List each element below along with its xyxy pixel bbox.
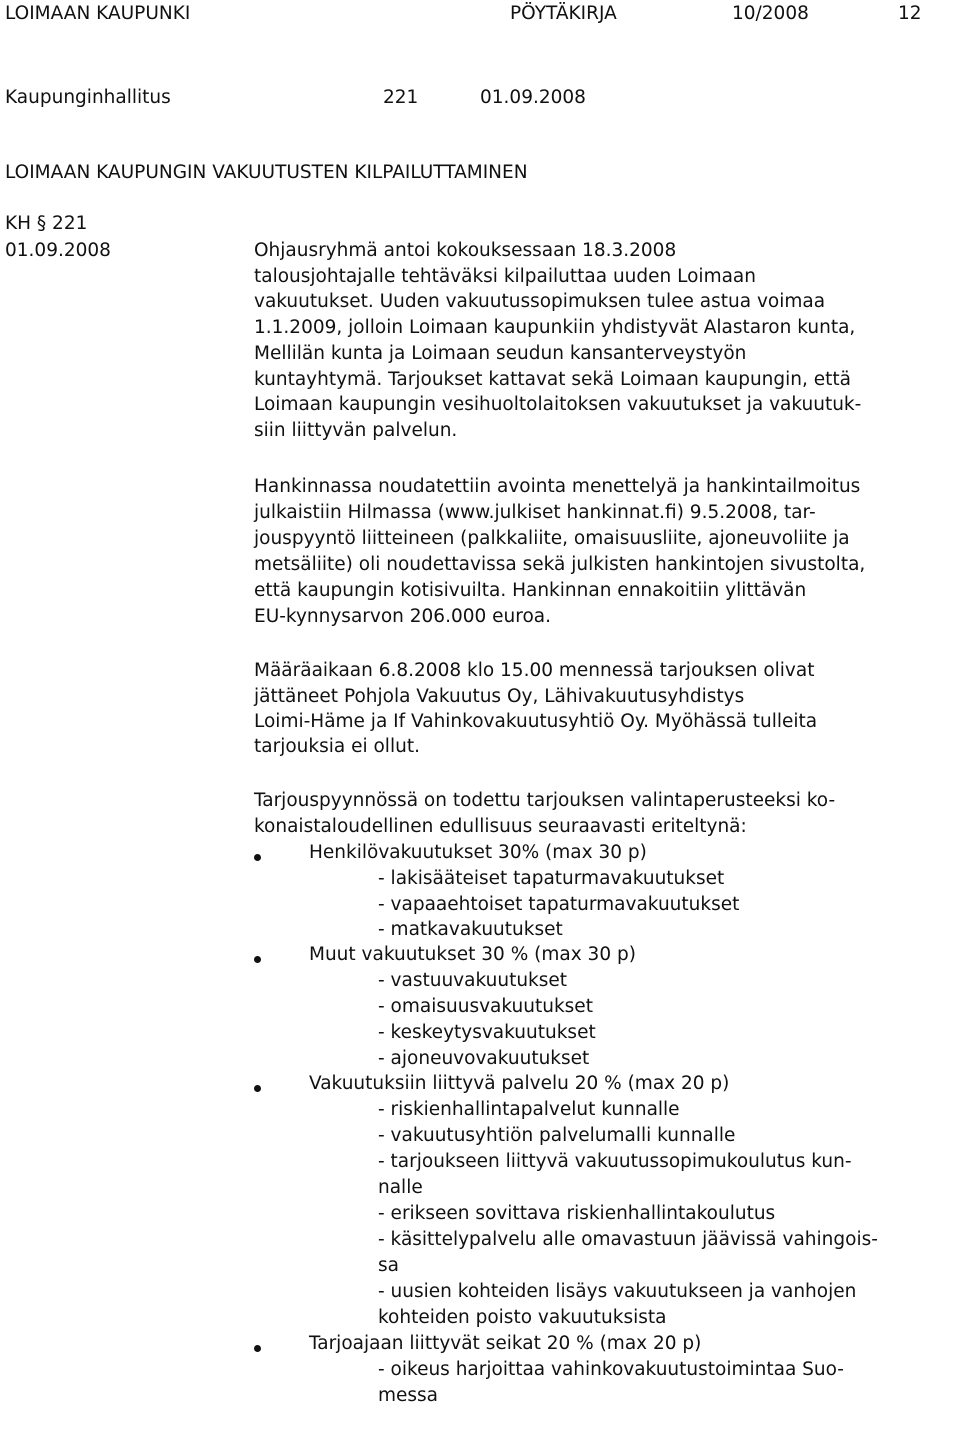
paragraph-line: kuntayhtymä. Tarjoukset kattavat sekä Loimaan kaupungin, että — [254, 369, 852, 390]
paragraph-line: tarjouksia ei ollut. — [254, 736, 420, 757]
paragraph-line: talousjohtajalle tehtäväksi kilpailuttaa uuden Loimaan — [254, 266, 756, 287]
criterion-item: - erikseen sovittava riskienhallintakoulutus — [378, 1203, 776, 1224]
criterion-item: - tarjoukseen liittyvä vakuutussopimukoulutus kun- — [378, 1151, 852, 1172]
bullet-icon — [254, 854, 261, 861]
criterion-item: - matkavakuutukset — [378, 919, 563, 940]
criterion-item: - oikeus harjoittaa vahinkovakuutustoimintaa Suo- — [378, 1359, 844, 1380]
criterion-item: - keskeytysvakuutukset — [378, 1022, 596, 1043]
paragraph-line: Mellilän kunta ja Loimaan seudun kansanterveystyön — [254, 343, 747, 364]
criterion-label: Muut vakuutukset 30 % (max 30 p) — [309, 944, 636, 965]
paragraph-line: Määräaikaan 6.8.2008 klo 15.00 mennessä tarjouksen olivat — [254, 660, 815, 681]
section-number: 221 — [383, 87, 419, 108]
criterion-item: messa — [378, 1385, 439, 1406]
criterion-item: - uusien kohteiden lisäys vakuutukseen ja vanhojen — [378, 1281, 857, 1302]
paragraph-line: jouspyyntö liitteineen (palkkaliite, omaisuusliite, ajoneuvoliite ja — [254, 528, 850, 549]
criterion-item: nalle — [378, 1177, 423, 1198]
paragraph-line: julkaistiin Hilmassa (www.julkiset hankinnat.fi) 9.5.2008, tar- — [254, 502, 816, 523]
criterion-item: - vakuutusyhtiön palvelumalli kunnalle — [378, 1125, 736, 1146]
case-reference: KH § 221 — [5, 213, 88, 234]
criterion-label: Vakuutuksiin liittyvä palvelu 20 % (max 20 p) — [309, 1073, 730, 1094]
criterion-item: kohteiden poisto vakuutuksista — [378, 1307, 667, 1328]
paragraph-line: jättäneet Pohjola Vakuutus Oy, Lähivakuutusyhdistys — [254, 686, 745, 707]
criterion-item: - vapaaehtoiset tapaturmavakuutukset — [378, 894, 740, 915]
paragraph-line: konaistaloudellinen edullisuus seuraavasti eriteltynä: — [254, 816, 747, 837]
criterion-item: - riskienhallintapalvelut kunnalle — [378, 1099, 680, 1120]
paragraph-line: EU-kynnysarvon 206.000 euroa. — [254, 606, 551, 627]
doc-number: 10/2008 — [732, 3, 809, 24]
criterion-item: sa — [378, 1255, 399, 1276]
paragraph-line: Hankinnassa noudatettiin avointa menettelyä ja hankintailmoitus — [254, 476, 861, 497]
paragraph-line: siin liittyvän palvelun. — [254, 420, 458, 441]
paragraph-line: metsäliite) oli noudettavissa sekä julkisten hankintojen sivustolta, — [254, 554, 866, 575]
page-title: LOIMAAN KAUPUNGIN VAKUUTUSTEN KILPAILUTTAMINEN — [5, 162, 528, 183]
paragraph-line: Ohjausryhmä antoi kokouksessaan 18.3.2008 — [254, 240, 677, 261]
paragraph-line: Loimi-Häme ja If Vahinkovakuutusyhtiö Oy. Myöhässä tulleita — [254, 711, 818, 732]
paragraph-line: 1.1.2009, jolloin Loimaan kaupunkiin yhdistyvät Alastaron kunta, — [254, 317, 856, 338]
criterion-item: - vastuuvakuutukset — [378, 970, 568, 991]
paragraph-line: vakuutukset. Uuden vakuutussopimuksen tulee astua voimaa — [254, 291, 826, 312]
bullet-icon — [254, 1345, 261, 1352]
bullet-icon — [254, 956, 261, 963]
criterion-item: - käsittelypalvelu alle omavastuun jäävissä vahingois- — [378, 1229, 878, 1250]
doc-type: PÖYTÄKIRJA — [510, 3, 617, 24]
body-name: Kaupunginhallitus — [5, 87, 171, 108]
criterion-item: - omaisuusvakuutukset — [378, 996, 593, 1017]
bullet-icon — [254, 1085, 261, 1092]
page-number: 12 — [898, 3, 922, 24]
criterion-item: - lakisääteiset tapaturmavakuutukset — [378, 868, 725, 889]
criterion-label: Henkilövakuutukset 30% (max 30 p) — [309, 842, 647, 863]
paragraph-line: että kaupungin kotisivuilta. Hankinnan ennakoitiin ylittävän — [254, 580, 807, 601]
criterion-item: - ajoneuvovakuutukset — [378, 1048, 590, 1069]
paragraph-line: Loimaan kaupungin vesihuoltolaitoksen vakuutukset ja vakuutuk- — [254, 394, 862, 415]
case-date: 01.09.2008 — [5, 240, 111, 261]
meeting-date: 01.09.2008 — [480, 87, 586, 108]
criterion-label: Tarjoajaan liittyvät seikat 20 % (max 20 p) — [309, 1333, 702, 1354]
paragraph-line: Tarjouspyynnössä on todettu tarjouksen valintaperusteeksi ko- — [254, 790, 836, 811]
org-name: LOIMAAN KAUPUNKI — [5, 3, 191, 24]
